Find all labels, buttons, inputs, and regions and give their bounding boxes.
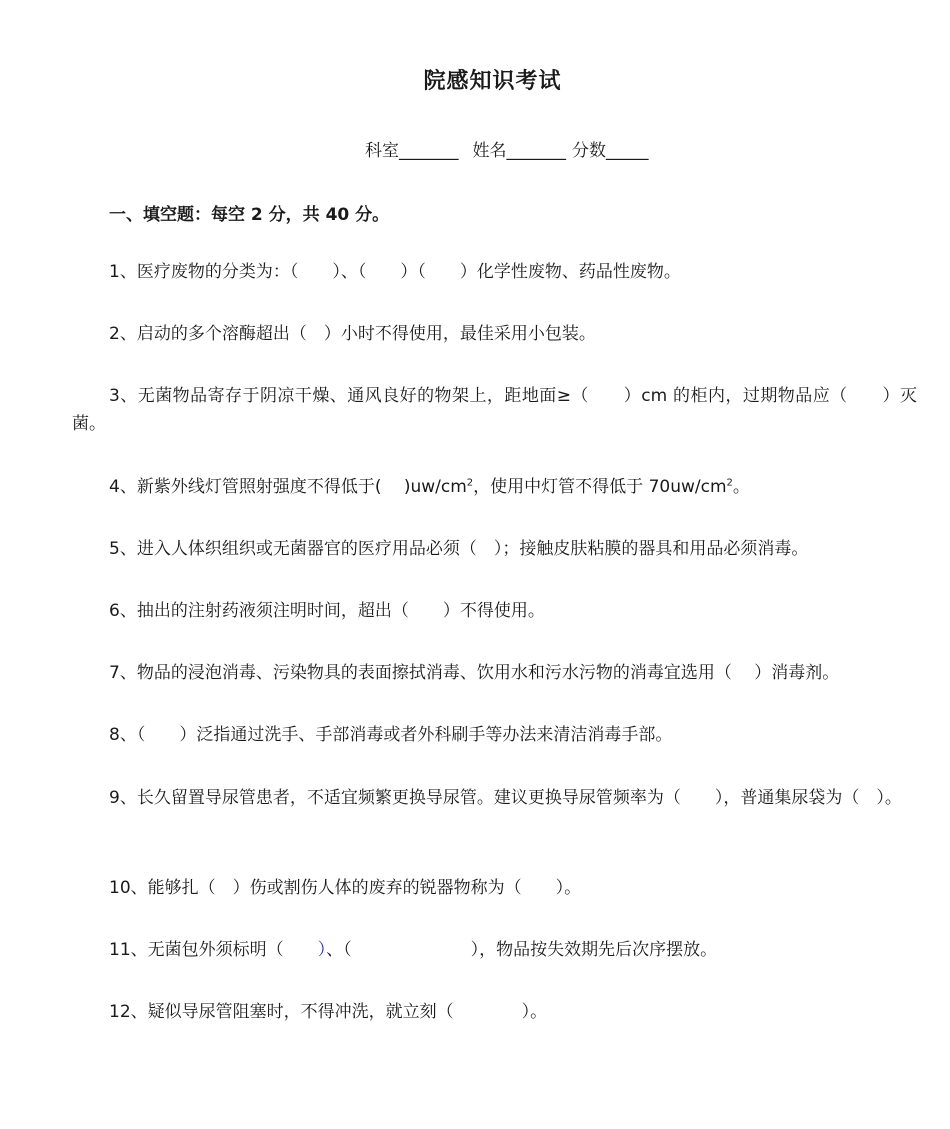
question-6: 6、抽出的注射药液须注明时间，超出（ ）不得使用。 [109, 601, 545, 621]
question-3: 3、无菌物品寄存于阴凉干燥、通风良好的物架上，距地面≥（ ）cm 的柜内，过期物品应（ ）灭菌。 [72, 386, 917, 434]
question-5: 5、进入人体织组织或无菌器官的医疗用品必须（ ）；接触皮肤粘膜的器具和用品必须消毒。 [109, 539, 809, 559]
superscript: 2 [466, 477, 474, 489]
superscript: 2 [726, 477, 733, 489]
question-4-part-c: 。 [732, 477, 750, 497]
question-11-part-b: 、（ ），物品按失效期先后次序摆放。 [326, 940, 718, 960]
question-8: 8、（ ）泛指通过洗手、手部消毒或者外科刷手等办法来清洁消毒手部。 [109, 725, 673, 745]
question-9: 9、长久留置导尿管患者，不适宜频繁更换导尿管。建议更换导尿管频率为（ ），普通集尿袋为（ ）。 [109, 788, 902, 808]
question-4-part-b: ，使用中灯管不得低于 70uw/cm [473, 477, 727, 497]
department-field: 科室_______ [365, 141, 459, 161]
highlighted-bracket: ） [317, 940, 327, 960]
section-heading: 一、填空题：每空 2 分，共 40 分。 [109, 205, 390, 225]
score-field: 分数_____ [572, 141, 649, 161]
header-fields [365, 136, 649, 161]
name-field: 姓名_______ [472, 141, 566, 161]
question-4-part-a: 4、新紫外线灯管照射强度不得低于( )uw/cm [109, 477, 467, 497]
question-11-part-a: 11、无菌包外须标明（ [109, 940, 318, 960]
question-11 [72, 936, 917, 964]
question-7: 7、物品的浸泡消毒、污染物具的表面擦拭消毒、饮用水和污水污物的消毒宜选用（ ）消毒剂。 [109, 663, 840, 683]
page-title: 院感知识考试 [423, 69, 562, 94]
question-2: 2、启动的多个溶酶超出（ ）小时不得使用，最佳采用小包装。 [109, 324, 596, 344]
question-1: 1、医疗废物的分类为：（ ）、（ ）（ ）化学性废物、药品性废物。 [109, 262, 681, 282]
question-10: 10、能够扎（ ）伤或割伤人体的废弃的锐器物称为（ ）。 [109, 878, 582, 898]
question-4 [72, 473, 917, 501]
question-12: 12、疑似导尿管阻塞时，不得冲洗，就立刻（ ）。 [109, 1002, 548, 1022]
